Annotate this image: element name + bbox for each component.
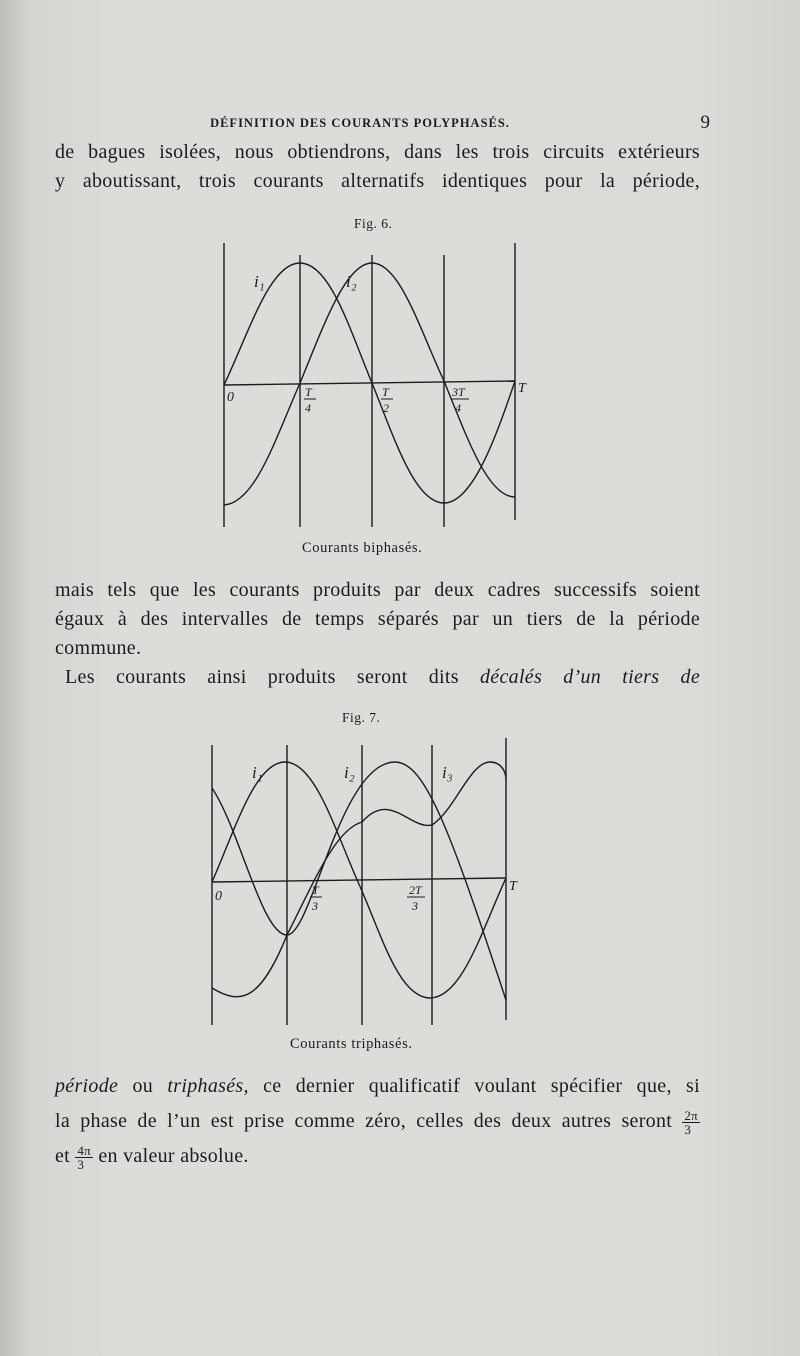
italic-span: période [55, 1075, 119, 1097]
tick-label-num: T [382, 385, 389, 399]
text-line [55, 1142, 700, 1171]
curve-label-i3: i₃ [442, 763, 453, 782]
tick-label-num: 3T [452, 385, 465, 399]
text-line: de bagues isolées, nous obtiendrons, dans les trois circuits extérieurs [55, 141, 700, 163]
text-line [55, 663, 700, 692]
italic-span: triphasés, [167, 1075, 249, 1097]
paragraph-2 [55, 576, 700, 692]
time-axis [224, 381, 515, 385]
text-span: ce dernier qualificatif voulant spécifier que, si [248, 1075, 700, 1097]
origin-label: 0 [227, 390, 234, 405]
origin-label: 0 [215, 889, 222, 904]
fraction-2pi-3 [682, 1109, 700, 1136]
text-line: commune. [55, 637, 142, 659]
figure-7-diagram [200, 730, 530, 1030]
end-label: T [518, 381, 526, 396]
curve-label-i2: i₂ [346, 272, 357, 291]
text-line: égaux à des intervalles de temps séparés par un tiers de la période [55, 608, 700, 630]
time-axis [212, 878, 506, 882]
figure-7-label: Fig. 7. [342, 710, 381, 725]
tick-label-den: 2 [383, 401, 389, 415]
tick-label-den: 4 [305, 401, 311, 415]
figure-6-caption: Courants biphasés. [302, 540, 423, 556]
paragraph-1 [55, 138, 700, 196]
tick-label-num: 2T [409, 883, 422, 897]
curve-label-i1: i₁ [254, 272, 265, 291]
text-span: la phase de l’un est prise comme zéro, celles des deux autres seront [55, 1110, 673, 1132]
text-line: y aboutissant, trois courants alternatifs identiques pour la période, [55, 170, 700, 192]
fraction-numerator: 2π [684, 1107, 698, 1123]
figure-7-caption: Courants triphasés. [290, 1036, 413, 1052]
italic-span: décalés d’un tiers de [480, 666, 700, 688]
figure-6-diagram [210, 235, 530, 535]
tick-label-den: 3 [312, 899, 318, 913]
curve-label-i1: i₁ [252, 763, 263, 782]
fraction-numerator: 4π [77, 1142, 92, 1158]
figure-6-label: Fig. 6. [354, 216, 393, 231]
text-line [55, 1072, 700, 1101]
paragraph-3 [55, 1072, 700, 1171]
curve-label-i2: i₂ [344, 763, 355, 782]
page-number: 9 [700, 112, 710, 133]
fraction-4pi-3 [75, 1144, 93, 1171]
tick-label-den: 3 [412, 899, 418, 913]
running-head [60, 112, 720, 134]
end-label: T [509, 879, 517, 894]
text-span: Les courants ainsi produits seront dits [65, 666, 480, 688]
tick-label-num: T [312, 883, 319, 897]
fraction-denominator: 3 [77, 1156, 85, 1172]
text-span: ou [118, 1075, 168, 1097]
text-span: en valeur absolue. [98, 1145, 249, 1167]
running-title: DÉFINITION DES COURANTS POLYPHASÉS. [210, 116, 510, 130]
tick-label-den: 4 [455, 401, 461, 415]
tick-label-num: T [305, 385, 312, 399]
fraction-denominator: 3 [684, 1121, 692, 1137]
text-line: mais tels que les courants produits par deux cadres successifs soient [55, 579, 700, 601]
text-span: et [55, 1145, 71, 1167]
text-line [55, 1107, 700, 1136]
